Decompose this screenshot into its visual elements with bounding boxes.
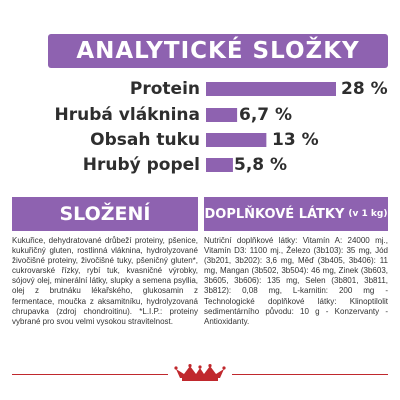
- bar-protein: [206, 82, 336, 96]
- bar-fiber: [206, 108, 237, 122]
- footer-line-right: [232, 374, 388, 375]
- additives-title-suffix: (v 1 kg): [348, 209, 388, 219]
- footer-line-left: [12, 374, 168, 375]
- value-label-fiber: 6,7 %: [239, 105, 293, 125]
- composition-title: SLOŽENÍ: [59, 203, 151, 225]
- value-label-protein: 28 %: [341, 79, 388, 99]
- additives-text: Nutriční doplňkové látky: Vitamín A: 24000 mj., Vitamín D3: 1100 mj., Železo (3b103): 35 mg, Jód (3b201, 3b202): 3,6 mg, Měď (3b405, 3b406): 11 mg, Mangan (3b502, 3b504): 46 mg, Zinek (3b603, 3b605, 3b606): 135 mg, Selen (3b801, 3b811, 3b812): 0,08 mg, L-karnitin: 200 mg - Technologické doplňkové látky: Klinoptilolit sedimentárního původu: 10 g - Konzervanty - Antioxidanty.: [204, 236, 388, 326]
- value-label-ash: 5,8 %: [234, 155, 288, 175]
- row-label-fiber: Hrubá vláknina: [54, 105, 200, 125]
- royal-canin-crown-logo-icon: [172, 364, 228, 382]
- row-label-fat: Obsah tuku: [90, 130, 200, 150]
- composition-banner: [12, 197, 198, 231]
- additives-title: DOPLŇKOVÉ LÁTKY: [204, 206, 345, 222]
- row-label-ash: Hrubý popel: [82, 155, 200, 175]
- header-title: ANALYTICKÉ SLOŽKY: [76, 38, 360, 64]
- composition-text: Kukuřice, dehydratované drůbeží proteiny, pšenice, kukuřičný gluten, rostlinná vláknina, hydrolyzované živočišné proteiny, živočišné tuky, pšeničný gluten*, cukrovarské řízky, rybí tuk, kvasničné výrobky, sójový olej, minerální látky, slupky a semena psyllia, olej z brutnáku lékařského, glukosamin z fermentace, moučka z aksamitníku, hydrolyzovaná chrupavka (zdroj chondroitinu). *L.I.P.: proteiny vybrané pro svou velmi vysokou stravitelnost.: [12, 236, 198, 326]
- additives-banner: [204, 197, 388, 231]
- row-label-protein: Protein: [129, 79, 200, 99]
- value-label-fat: 13 %: [272, 130, 319, 150]
- bar-ash: [206, 158, 233, 172]
- bar-fat: [206, 133, 266, 147]
